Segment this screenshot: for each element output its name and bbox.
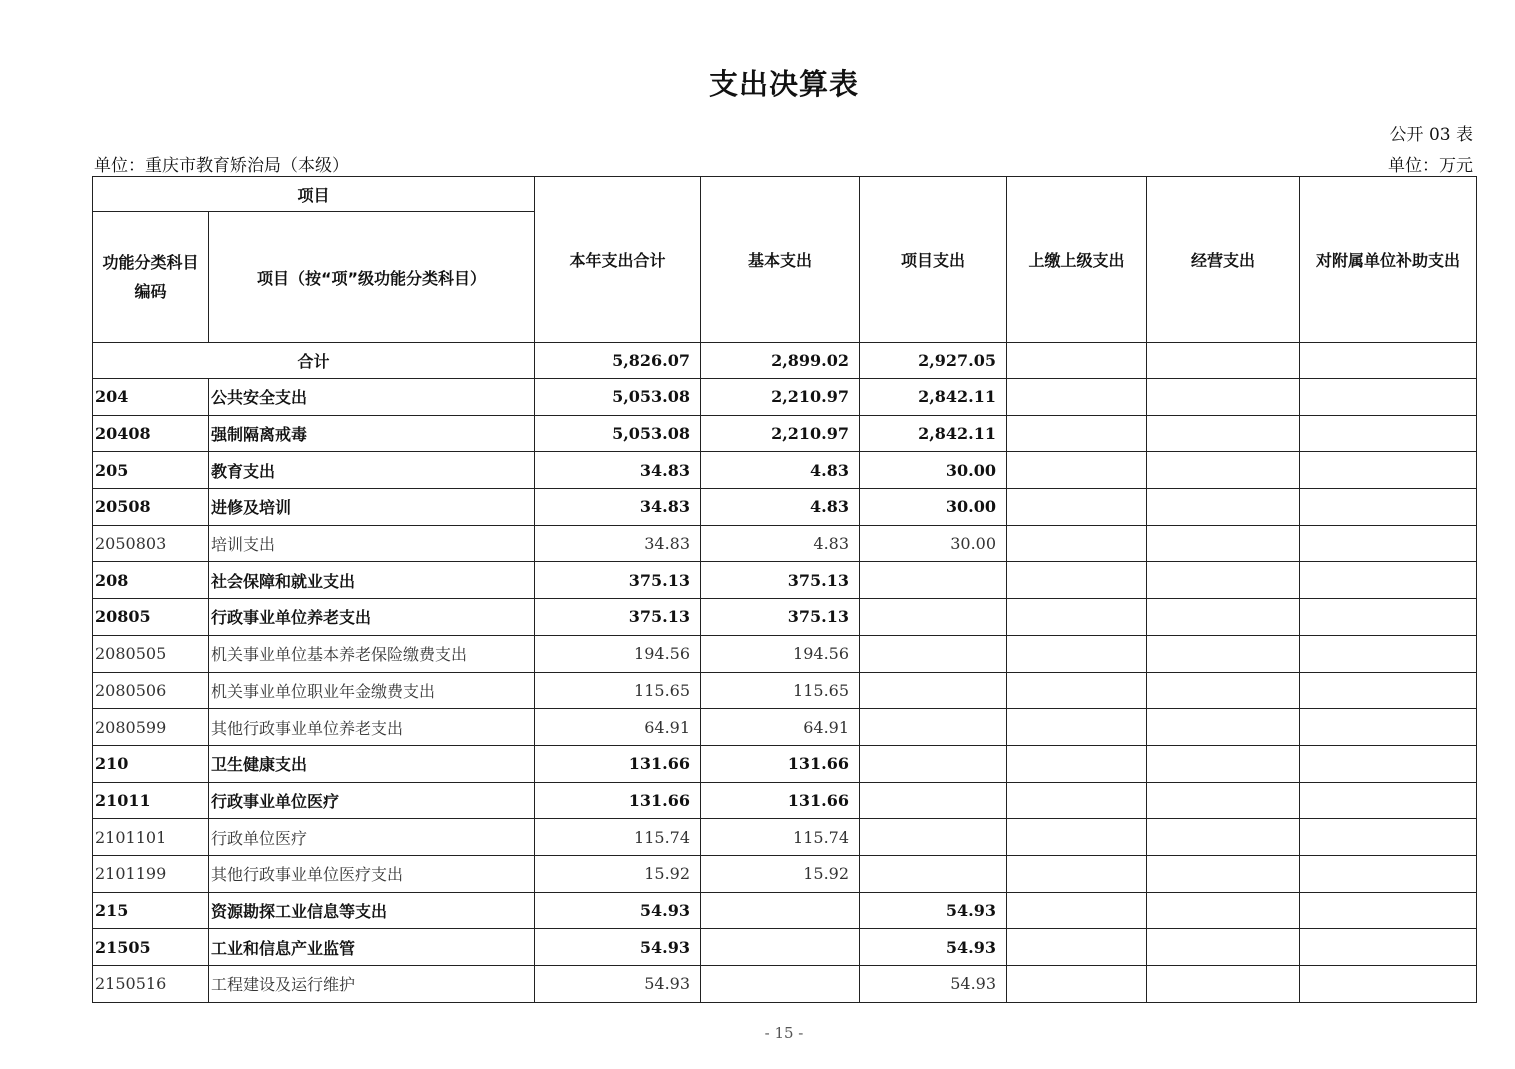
total-row [93, 343, 1477, 379]
row-upper [1007, 599, 1147, 636]
row-code: 20408 [93, 415, 209, 452]
row-code: 215 [93, 892, 209, 929]
row-basic: 2,210.97 [701, 379, 860, 416]
row-subsidy [1300, 709, 1477, 746]
row-subsidy [1300, 855, 1477, 892]
row-name: 机关事业单位基本养老保险缴费支出 [209, 635, 535, 672]
row-total: 34.83 [535, 525, 701, 562]
row-basic [701, 929, 860, 966]
row-business [1147, 672, 1300, 709]
table-row [93, 966, 1477, 1003]
table-row [93, 929, 1477, 966]
row-project: 54.93 [860, 892, 1007, 929]
row-project: 30.00 [860, 452, 1007, 489]
row-upper [1007, 855, 1147, 892]
row-business [1147, 635, 1300, 672]
row-code: 2080505 [93, 635, 209, 672]
row-basic: 131.66 [701, 745, 860, 782]
row-total: 115.74 [535, 819, 701, 856]
row-subsidy [1300, 782, 1477, 819]
row-project [860, 819, 1007, 856]
row-project: 30.00 [860, 489, 1007, 526]
row-upper [1007, 892, 1147, 929]
row-business [1147, 745, 1300, 782]
row-name: 其他行政事业单位养老支出 [209, 709, 535, 746]
row-name: 资源勘探工业信息等支出 [209, 892, 535, 929]
row-subsidy [1300, 562, 1477, 599]
row-upper [1007, 415, 1147, 452]
row-name: 社会保障和就业支出 [209, 562, 535, 599]
row-subsidy [1300, 635, 1477, 672]
row-upper [1007, 562, 1147, 599]
row-name: 机关事业单位职业年金缴费支出 [209, 672, 535, 709]
unit-currency: 单位：万元 [1388, 156, 1473, 176]
row-code: 204 [93, 379, 209, 416]
row-code: 2101199 [93, 855, 209, 892]
row-total: 194.56 [535, 635, 701, 672]
row-basic: 375.13 [701, 599, 860, 636]
header-basic: 基本支出 [701, 177, 860, 343]
row-subsidy [1300, 672, 1477, 709]
total-upper [1007, 343, 1147, 379]
table-row [93, 892, 1477, 929]
row-name: 教育支出 [209, 452, 535, 489]
row-name: 行政事业单位养老支出 [209, 599, 535, 636]
row-basic: 115.65 [701, 672, 860, 709]
row-project: 2,842.11 [860, 415, 1007, 452]
row-project [860, 672, 1007, 709]
row-name: 其他行政事业单位医疗支出 [209, 855, 535, 892]
unit-organization: 单位：重庆市教育矫治局（本级） [94, 156, 349, 176]
row-total: 375.13 [535, 599, 701, 636]
row-basic: 131.66 [701, 782, 860, 819]
row-business [1147, 782, 1300, 819]
row-code: 20805 [93, 599, 209, 636]
row-business [1147, 452, 1300, 489]
row-total: 131.66 [535, 782, 701, 819]
row-project [860, 855, 1007, 892]
total-subsidy [1300, 343, 1477, 379]
row-total: 15.92 [535, 855, 701, 892]
row-project: 54.93 [860, 929, 1007, 966]
table-row [93, 672, 1477, 709]
row-project [860, 782, 1007, 819]
row-project [860, 745, 1007, 782]
row-name: 行政事业单位医疗 [209, 782, 535, 819]
header-item: 项目 [93, 177, 535, 212]
row-upper [1007, 525, 1147, 562]
row-project [860, 635, 1007, 672]
row-total: 5,053.08 [535, 415, 701, 452]
row-name: 强制隔离戒毒 [209, 415, 535, 452]
row-total: 64.91 [535, 709, 701, 746]
row-code: 20508 [93, 489, 209, 526]
row-total: 54.93 [535, 966, 701, 1003]
row-project [860, 599, 1007, 636]
row-upper [1007, 709, 1147, 746]
row-subsidy [1300, 966, 1477, 1003]
header-code: 功能分类科目编码 [93, 212, 209, 343]
row-subsidy [1300, 819, 1477, 856]
row-upper [1007, 672, 1147, 709]
header-project: 项目支出 [860, 177, 1007, 343]
row-upper [1007, 489, 1147, 526]
table-row [93, 635, 1477, 672]
header-subsidy: 对附属单位补助支出 [1300, 177, 1477, 343]
table-row [93, 379, 1477, 416]
row-subsidy [1300, 745, 1477, 782]
row-subsidy [1300, 929, 1477, 966]
row-subsidy [1300, 379, 1477, 416]
row-business [1147, 562, 1300, 599]
header-business: 经营支出 [1147, 177, 1300, 343]
header-name: 项目（按“项”级功能分类科目） [209, 212, 535, 343]
row-business [1147, 415, 1300, 452]
row-total: 34.83 [535, 452, 701, 489]
row-subsidy [1300, 599, 1477, 636]
row-code: 2080599 [93, 709, 209, 746]
row-upper [1007, 379, 1147, 416]
row-basic: 15.92 [701, 855, 860, 892]
expenditure-table [92, 176, 1477, 1003]
row-code: 2080506 [93, 672, 209, 709]
header-upper: 上缴上级支出 [1007, 177, 1147, 343]
row-upper [1007, 452, 1147, 489]
row-upper [1007, 966, 1147, 1003]
row-total: 54.93 [535, 892, 701, 929]
row-total: 131.66 [535, 745, 701, 782]
row-code: 208 [93, 562, 209, 599]
table-row [93, 489, 1477, 526]
row-total: 5,053.08 [535, 379, 701, 416]
row-business [1147, 892, 1300, 929]
total-label: 合计 [93, 343, 535, 379]
row-project: 2,842.11 [860, 379, 1007, 416]
row-basic [701, 892, 860, 929]
row-subsidy [1300, 415, 1477, 452]
row-total: 375.13 [535, 562, 701, 599]
row-code: 210 [93, 745, 209, 782]
row-project: 54.93 [860, 966, 1007, 1003]
row-name: 培训支出 [209, 525, 535, 562]
page-number: - 15 - [764, 1024, 804, 1042]
table-row [93, 562, 1477, 599]
row-basic: 375.13 [701, 562, 860, 599]
row-project [860, 709, 1007, 746]
table-row [93, 745, 1477, 782]
row-code: 2050803 [93, 525, 209, 562]
row-subsidy [1300, 452, 1477, 489]
table-row [93, 855, 1477, 892]
table-row [93, 709, 1477, 746]
row-subsidy [1300, 489, 1477, 526]
row-code: 2101101 [93, 819, 209, 856]
row-code: 21505 [93, 929, 209, 966]
row-basic: 194.56 [701, 635, 860, 672]
row-upper [1007, 782, 1147, 819]
row-name: 公共安全支出 [209, 379, 535, 416]
row-upper [1007, 635, 1147, 672]
row-business [1147, 379, 1300, 416]
row-business [1147, 525, 1300, 562]
row-name: 工程建设及运行维护 [209, 966, 535, 1003]
table-number: 公开 03 表 [1389, 125, 1473, 145]
row-basic: 2,210.97 [701, 415, 860, 452]
row-code: 2150516 [93, 966, 209, 1003]
row-name: 卫生健康支出 [209, 745, 535, 782]
row-business [1147, 489, 1300, 526]
row-name: 工业和信息产业监管 [209, 929, 535, 966]
row-subsidy [1300, 892, 1477, 929]
row-business [1147, 966, 1300, 1003]
row-code: 21011 [93, 782, 209, 819]
table-row [93, 525, 1477, 562]
table-row [93, 819, 1477, 856]
row-basic: 64.91 [701, 709, 860, 746]
row-basic [701, 966, 860, 1003]
total-sum: 5,826.07 [535, 343, 701, 379]
row-subsidy [1300, 525, 1477, 562]
row-business [1147, 819, 1300, 856]
total-business [1147, 343, 1300, 379]
header-total: 本年支出合计 [535, 177, 701, 343]
row-business [1147, 599, 1300, 636]
row-basic: 115.74 [701, 819, 860, 856]
total-basic: 2,899.02 [701, 343, 860, 379]
table-row [93, 452, 1477, 489]
row-upper [1007, 819, 1147, 856]
row-project [860, 562, 1007, 599]
row-business [1147, 929, 1300, 966]
row-total: 54.93 [535, 929, 701, 966]
page-title: 支出决算表 [708, 67, 859, 101]
table-row [93, 599, 1477, 636]
row-name: 进修及培训 [209, 489, 535, 526]
row-upper [1007, 745, 1147, 782]
total-project: 2,927.05 [860, 343, 1007, 379]
row-business [1147, 709, 1300, 746]
row-basic: 4.83 [701, 452, 860, 489]
row-business [1147, 855, 1300, 892]
row-total: 34.83 [535, 489, 701, 526]
row-basic: 4.83 [701, 525, 860, 562]
row-code: 205 [93, 452, 209, 489]
table-row [93, 415, 1477, 452]
row-basic: 4.83 [701, 489, 860, 526]
row-project: 30.00 [860, 525, 1007, 562]
row-total: 115.65 [535, 672, 701, 709]
row-name: 行政单位医疗 [209, 819, 535, 856]
table-row [93, 782, 1477, 819]
row-upper [1007, 929, 1147, 966]
